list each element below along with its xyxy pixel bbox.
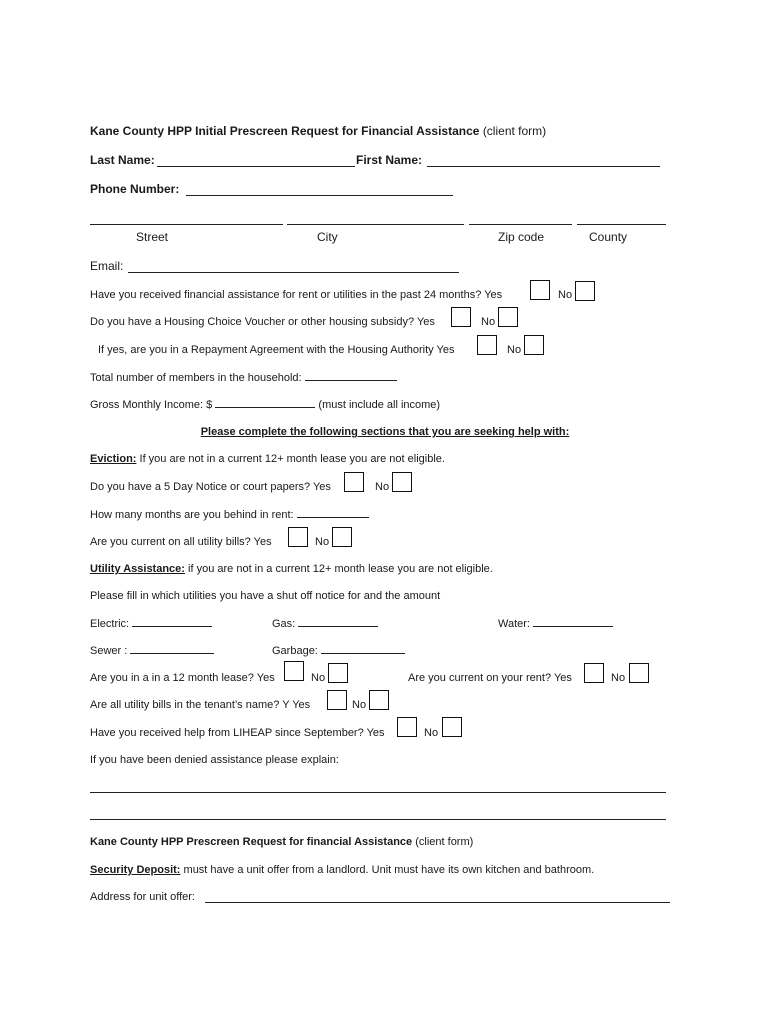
zip-field[interactable] — [469, 224, 572, 225]
eviction-utilities-no-label: No — [315, 536, 330, 548]
sewer-field[interactable] — [130, 644, 214, 654]
street-caption: Street — [136, 230, 169, 244]
eviction-behind-field[interactable] — [297, 508, 369, 518]
lease-no-checkbox[interactable] — [328, 663, 348, 683]
eviction-notice-yes-label: Yes — [312, 481, 331, 493]
voucher-question — [90, 315, 435, 329]
eviction-utilities-yes-label: Yes — [253, 536, 272, 548]
garbage-row — [272, 644, 405, 658]
last-name-label: Last Name: — [90, 153, 155, 167]
liheap-text: Have you received help from LIHEAP since September? — [90, 727, 364, 739]
eviction-utilities-no-checkbox[interactable] — [332, 527, 352, 547]
lease-yes-label: Yes — [256, 672, 275, 684]
section-instruction: Please complete the following sections that you are seeking help with: — [200, 426, 570, 438]
income-row — [90, 398, 440, 412]
current-rent-text: Are you current on your rent? — [408, 672, 552, 684]
past-assist-text: Have you received financial assistance for rent or utilities in the past 24 months? — [90, 289, 482, 301]
electric-label: Electric: — [90, 618, 130, 630]
repayment-text: If yes, are you in a Repayment Agreement with the Housing Authority — [98, 344, 434, 356]
current-rent-no-checkbox[interactable] — [629, 663, 649, 683]
form-title-bold: Kane County HPP Initial Prescreen Request for Financial Assistance — [90, 124, 480, 138]
income-label: Gross Monthly Income: $ — [90, 399, 213, 411]
eviction-behind-row — [90, 508, 369, 522]
email-label: Email: — [90, 259, 124, 273]
utility-heading: Utility Assistance: — [90, 563, 185, 575]
first-name-field[interactable] — [427, 166, 660, 167]
eviction-notice-question — [90, 480, 331, 494]
voucher-no-checkbox[interactable] — [498, 307, 518, 327]
street-field[interactable] — [90, 224, 283, 225]
repayment-no-checkbox[interactable] — [524, 335, 544, 355]
tenant-name-text: Are all utility bills in the tenant’s name? — [90, 699, 280, 711]
voucher-text: Do you have a Housing Choice Voucher or other housing subsidy? — [90, 316, 415, 328]
voucher-yes-label: Yes — [416, 316, 435, 328]
first-name-label: First Name: — [356, 153, 423, 167]
water-row — [498, 617, 613, 631]
phone-field[interactable] — [186, 195, 453, 196]
eviction-notice-no-checkbox[interactable] — [392, 472, 412, 492]
eviction-note: If you are not in a current 12+ month lease you are not eligible. — [139, 453, 445, 465]
liheap-yes-checkbox[interactable] — [397, 717, 417, 737]
last-name-field[interactable] — [157, 166, 355, 167]
eviction-heading-row — [90, 452, 445, 466]
tenant-name-question — [90, 698, 310, 712]
household-row — [90, 371, 397, 385]
repayment-yes-label: Yes — [436, 344, 455, 356]
eviction-behind-label: How many months are you behind in rent: — [90, 509, 294, 521]
sewer-label: Sewer : — [90, 645, 128, 657]
sewer-row — [90, 644, 214, 658]
current-rent-no-label: No — [611, 672, 626, 684]
garbage-field[interactable] — [321, 644, 405, 654]
current-rent-question — [408, 671, 572, 685]
form-title-2 — [90, 835, 473, 849]
liheap-question — [90, 726, 385, 740]
security-heading: Security Deposit: — [90, 864, 181, 876]
denied-explanation-line-2[interactable] — [90, 819, 666, 820]
denied-explanation-line-1[interactable] — [90, 792, 666, 793]
household-field[interactable] — [305, 371, 397, 381]
household-label: Total number of members in the household: — [90, 372, 302, 384]
gas-row — [272, 617, 378, 631]
eviction-utilities-question — [90, 535, 272, 549]
voucher-no-label: No — [481, 316, 496, 328]
repayment-question — [98, 343, 455, 357]
phone-label: Phone Number: — [90, 182, 180, 196]
liheap-no-checkbox[interactable] — [442, 717, 462, 737]
utility-note: if you are not in a current 12+ month lease you are not eligible. — [188, 563, 493, 575]
security-note: must have a unit offer from a landlord. Unit must have its own kitchen and bathroom. — [183, 864, 595, 876]
tenant-name-yes-label: Y Yes — [282, 699, 311, 711]
form-title-2-bold: Kane County HPP Prescreen Request for financial Assistance — [90, 836, 413, 848]
eviction-notice-yes-checkbox[interactable] — [344, 472, 364, 492]
past-assist-yes-checkbox[interactable] — [530, 280, 550, 300]
eviction-utilities-text: Are you current on all utility bills? — [90, 536, 251, 548]
eviction-heading: Eviction: — [90, 453, 137, 465]
lease-yes-checkbox[interactable] — [284, 661, 304, 681]
income-note: (must include all income) — [318, 399, 441, 411]
income-field[interactable] — [215, 398, 315, 408]
form-title — [90, 124, 546, 138]
electric-row — [90, 617, 212, 631]
past-assist-yes-label: Yes — [484, 289, 503, 301]
current-rent-yes-checkbox[interactable] — [584, 663, 604, 683]
past-assist-no-label: No — [558, 289, 573, 301]
tenant-name-no-checkbox[interactable] — [369, 690, 389, 710]
past-assist-question — [90, 288, 502, 302]
unit-address-label: Address for unit offer: — [90, 891, 195, 903]
electric-field[interactable] — [132, 617, 212, 627]
voucher-yes-checkbox[interactable] — [451, 307, 471, 327]
utility-heading-row — [90, 562, 493, 576]
unit-address-field[interactable] — [205, 902, 670, 903]
eviction-notice-no-label: No — [375, 481, 390, 493]
lease-text: Are you in a in a 12 month lease? — [90, 672, 254, 684]
garbage-label: Garbage: — [272, 645, 318, 657]
repayment-no-label: No — [507, 344, 522, 356]
city-caption: City — [317, 230, 338, 244]
lease-question — [90, 671, 275, 685]
gas-field[interactable] — [298, 617, 378, 627]
denied-question: If you have been denied assistance please explain: — [90, 754, 339, 766]
zip-caption: Zip code — [498, 230, 545, 244]
tenant-name-yes-checkbox[interactable] — [327, 690, 347, 710]
liheap-no-label: No — [424, 727, 439, 739]
form-title-suffix: (client form) — [482, 124, 547, 138]
email-field[interactable] — [128, 272, 459, 273]
water-field[interactable] — [533, 617, 613, 627]
form-title-2-suffix: (client form) — [415, 836, 474, 848]
eviction-utilities-yes-checkbox[interactable] — [288, 527, 308, 547]
security-heading-row — [90, 863, 594, 877]
gas-label: Gas: — [272, 618, 296, 630]
liheap-yes-label: Yes — [366, 727, 385, 739]
city-field[interactable] — [287, 224, 464, 225]
repayment-yes-checkbox[interactable] — [477, 335, 497, 355]
county-field[interactable] — [577, 224, 666, 225]
county-caption: County — [589, 230, 628, 244]
eviction-notice-text: Do you have a 5 Day Notice or court papers? — [90, 481, 311, 493]
water-label: Water: — [498, 618, 530, 630]
past-assist-no-checkbox[interactable] — [575, 281, 595, 301]
tenant-name-no-label: No — [352, 699, 367, 711]
current-rent-yes-label: Yes — [553, 672, 572, 684]
lease-no-label: No — [311, 672, 326, 684]
utility-fill-note: Please fill in which utilities you have a shut off notice for and the amount — [90, 590, 441, 602]
